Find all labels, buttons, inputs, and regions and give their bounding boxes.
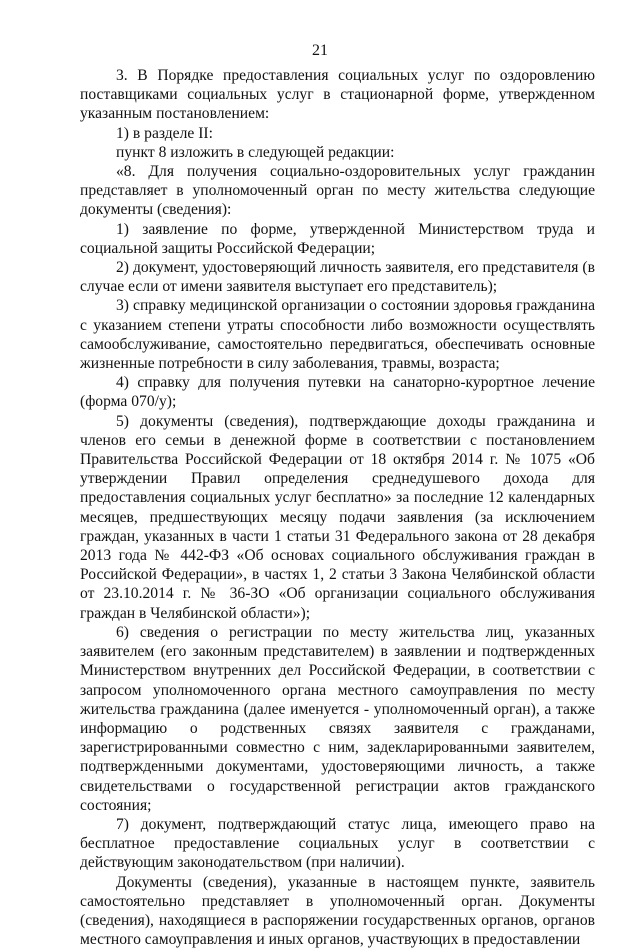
paragraph: 3) справку медицинской организации о состоянии здоровья гражданина с указанием степени утраты способности либо возможности осуществлять самообслуживание, самостоятельно передвигаться, обеспечивать основные жизненные потребности в силу заболевания, травмы, возраста; bbox=[80, 297, 595, 373]
paragraph: 2) документ, удостоверяющий личность заявителя, его представителя (в случае если от имени заявителя выступает его представитель); bbox=[80, 259, 595, 296]
paragraph: Документы (сведения), указанные в настоящем пункте, заявитель самостоятельно представляет в уполномоченный орган. Документы (сведения), находящиеся в распоряжении государственных органов, органов местного самоуправления и иных органов, участвующих в предоставлении bbox=[80, 873, 595, 949]
paragraph: 4) справку для получения путевки на санаторно-курортное лечение (форма 070/у); bbox=[80, 374, 595, 411]
document-body bbox=[80, 66, 595, 949]
page-number: 21 bbox=[312, 42, 328, 59]
paragraph: 1) заявление по форме, утвержденной Министерством труда и социальной защиты Российской Федерации; bbox=[80, 220, 595, 257]
paragraph: «8. Для получения социально-оздоровительных услуг гражданин представляет в уполномоченный орган по месту жительства следующие документы (сведения): bbox=[80, 163, 595, 219]
paragraph: 7) документ, подтверждающий статус лица, имеющего право на бесплатное предоставление социальных услуг в соответствии с действующим законодательством (при наличии). bbox=[80, 815, 595, 872]
paragraph: 6) сведения о регистрации по месту жительства лиц, указанных заявителем (его законным представителем) в заявлении и подтвержденных Министерством внутренних дел Российской Федерации, в соответствии с запросом уполномоченного органа местного самоуправления по месту жительства гражданина (далее именуется - уполномоченный орган), а также информацию о родственных связях заявителя с гражданами, зарегистрированными совместно с ним, задекларированными заявителем, подтвержденными документами, удостоверяющими личность, а также свидетельствами о государственной регистрации актов гражданского состояния; bbox=[80, 623, 595, 814]
paragraph: пункт 8 изложить в следующей редакции: bbox=[116, 143, 395, 161]
paragraph: 5) документы (сведения), подтверждающие доходы гражданина и членов его семьи в денежной форме в соответствии с постановлением Правительства Российской Федерации от 18 октября 2014 г. № 1075 «Об утверждении Правил определения среднедушевого дохода для предоставления социальных услуг бесплатно» за последние 12 календарных месяцев, предшествующих месяцу подачи заявления (за исключением граждан, указанных в части 1 статьи 31 Федерального закона от 28 декабря 2013 года № 442-ФЗ «Об основах социального обслуживания граждан в Российской Федерации», в частях 1, 2 статьи 3 Закона Челябинской области от 23.10.2014 г. № 36-ЗО «Об организации социального обслуживания граждан в Челябинской области»); bbox=[80, 412, 595, 622]
paragraph: 1) в разделе II: bbox=[116, 124, 213, 142]
paragraph: 3. В Порядке предоставления социальных услуг по оздоровлению поставщиками социальных услуг в стационарной форме, утвержденном указанным постановлением: bbox=[80, 67, 595, 123]
